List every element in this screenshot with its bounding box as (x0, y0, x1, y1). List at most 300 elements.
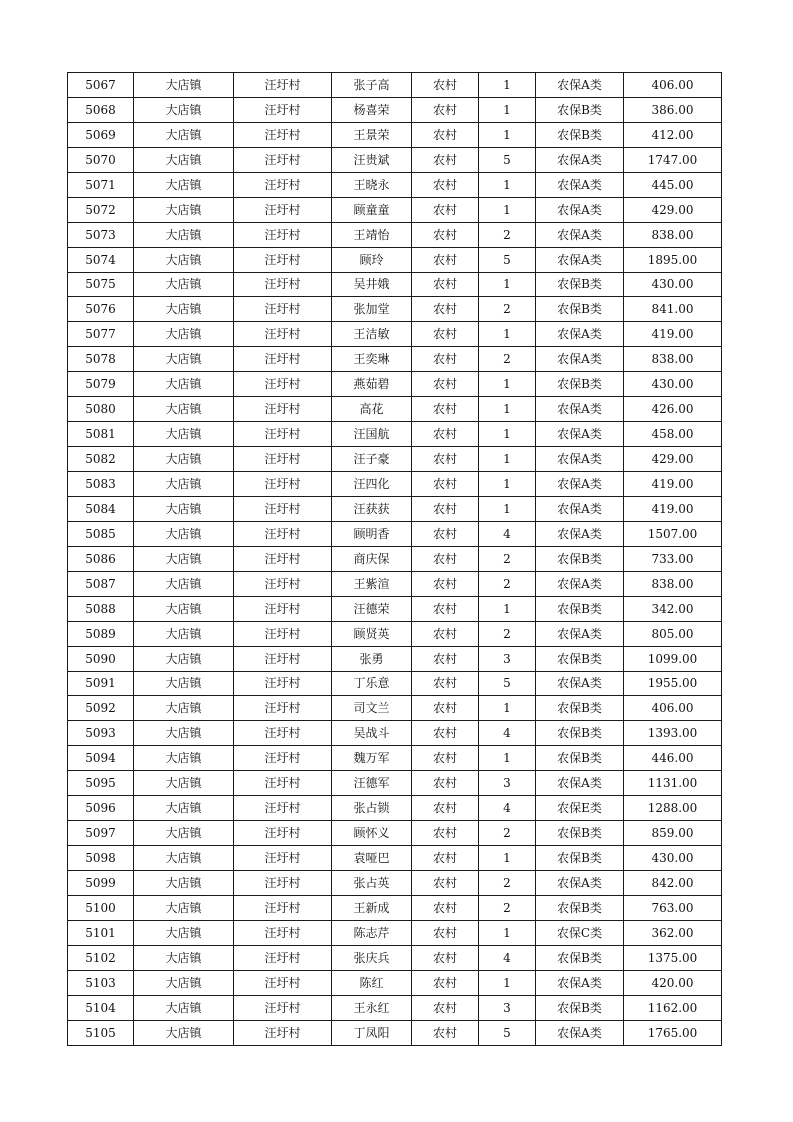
cell-id: 5087 (68, 571, 134, 596)
cell-name: 司文兰 (332, 696, 412, 721)
cell-category: 农保A类 (536, 222, 624, 247)
cell-town: 大店镇 (134, 696, 234, 721)
cell-id: 5076 (68, 297, 134, 322)
cell-town: 大店镇 (134, 621, 234, 646)
cell-type: 农村 (412, 521, 479, 546)
cell-village: 汪圩村 (234, 172, 332, 197)
cell-village: 汪圩村 (234, 945, 332, 970)
table-row (68, 372, 722, 397)
cell-name: 顾贤英 (332, 621, 412, 646)
cell-amount: 859.00 (624, 821, 722, 846)
cell-amount: 430.00 (624, 846, 722, 871)
cell-town: 大店镇 (134, 197, 234, 222)
cell-category: 农保A类 (536, 472, 624, 497)
table-row (68, 920, 722, 945)
cell-amount: 406.00 (624, 73, 722, 98)
cell-type: 农村 (412, 147, 479, 172)
cell-category: 农保B类 (536, 721, 624, 746)
cell-village: 汪圩村 (234, 846, 332, 871)
cell-name: 汪子豪 (332, 447, 412, 472)
cell-amount: 426.00 (624, 397, 722, 422)
cell-category: 农保B类 (536, 372, 624, 397)
cell-category: 农保A类 (536, 571, 624, 596)
cell-village: 汪圩村 (234, 73, 332, 98)
cell-type: 农村 (412, 895, 479, 920)
cell-name: 丁凤阳 (332, 1020, 412, 1045)
cell-type: 农村 (412, 920, 479, 945)
cell-type: 农村 (412, 721, 479, 746)
cell-village: 汪圩村 (234, 496, 332, 521)
cell-name: 商庆保 (332, 546, 412, 571)
cell-name: 高花 (332, 397, 412, 422)
cell-village: 汪圩村 (234, 397, 332, 422)
cell-category: 农保A类 (536, 422, 624, 447)
cell-name: 汪贵斌 (332, 147, 412, 172)
table-row (68, 397, 722, 422)
cell-category: 农保A类 (536, 197, 624, 222)
cell-type: 农村 (412, 571, 479, 596)
cell-town: 大店镇 (134, 272, 234, 297)
cell-id: 5082 (68, 447, 134, 472)
cell-id: 5102 (68, 945, 134, 970)
cell-name: 吴井娥 (332, 272, 412, 297)
cell-name: 陈红 (332, 970, 412, 995)
table-row (68, 945, 722, 970)
cell-count: 5 (479, 671, 536, 696)
table-row (68, 621, 722, 646)
cell-type: 农村 (412, 197, 479, 222)
cell-count: 1 (479, 372, 536, 397)
cell-village: 汪圩村 (234, 447, 332, 472)
cell-amount: 406.00 (624, 696, 722, 721)
cell-category: 农保A类 (536, 447, 624, 472)
cell-town: 大店镇 (134, 846, 234, 871)
cell-id: 5078 (68, 347, 134, 372)
cell-village: 汪圩村 (234, 821, 332, 846)
cell-village: 汪圩村 (234, 970, 332, 995)
cell-amount: 733.00 (624, 546, 722, 571)
cell-id: 5099 (68, 871, 134, 896)
cell-category: 农保B类 (536, 596, 624, 621)
cell-type: 农村 (412, 172, 479, 197)
table-row (68, 247, 722, 272)
cell-type: 农村 (412, 297, 479, 322)
table-row (68, 696, 722, 721)
table-row (68, 122, 722, 147)
cell-type: 农村 (412, 73, 479, 98)
cell-name: 王洁敏 (332, 322, 412, 347)
cell-amount: 838.00 (624, 222, 722, 247)
table-row (68, 73, 722, 98)
cell-count: 1 (479, 696, 536, 721)
cell-town: 大店镇 (134, 970, 234, 995)
cell-village: 汪圩村 (234, 272, 332, 297)
cell-count: 1 (479, 447, 536, 472)
table-row (68, 571, 722, 596)
cell-id: 5070 (68, 147, 134, 172)
table-row (68, 322, 722, 347)
cell-id: 5074 (68, 247, 134, 272)
cell-category: 农保C类 (536, 920, 624, 945)
table-row (68, 771, 722, 796)
table-row (68, 895, 722, 920)
cell-count: 1 (479, 970, 536, 995)
cell-amount: 412.00 (624, 122, 722, 147)
cell-town: 大店镇 (134, 147, 234, 172)
cell-amount: 1375.00 (624, 945, 722, 970)
cell-name: 汪德荣 (332, 596, 412, 621)
cell-town: 大店镇 (134, 721, 234, 746)
cell-type: 农村 (412, 646, 479, 671)
cell-category: 农保A类 (536, 347, 624, 372)
cell-town: 大店镇 (134, 1020, 234, 1045)
table-row (68, 97, 722, 122)
cell-town: 大店镇 (134, 995, 234, 1020)
cell-village: 汪圩村 (234, 696, 332, 721)
cell-town: 大店镇 (134, 222, 234, 247)
cell-amount: 1747.00 (624, 147, 722, 172)
cell-category: 农保B类 (536, 846, 624, 871)
cell-type: 农村 (412, 970, 479, 995)
cell-type: 农村 (412, 496, 479, 521)
cell-name: 顾玲 (332, 247, 412, 272)
table-row (68, 447, 722, 472)
cell-type: 农村 (412, 671, 479, 696)
cell-category: 农保A类 (536, 247, 624, 272)
cell-town: 大店镇 (134, 871, 234, 896)
cell-amount: 1131.00 (624, 771, 722, 796)
cell-name: 张占英 (332, 871, 412, 896)
cell-village: 汪圩村 (234, 871, 332, 896)
cell-amount: 430.00 (624, 272, 722, 297)
cell-category: 农保A类 (536, 521, 624, 546)
cell-count: 1 (479, 322, 536, 347)
cell-town: 大店镇 (134, 646, 234, 671)
cell-name: 张子高 (332, 73, 412, 98)
cell-town: 大店镇 (134, 671, 234, 696)
cell-village: 汪圩村 (234, 621, 332, 646)
cell-name: 杨喜荣 (332, 97, 412, 122)
cell-category: 农保A类 (536, 322, 624, 347)
cell-count: 1 (479, 496, 536, 521)
cell-id: 5080 (68, 397, 134, 422)
cell-id: 5096 (68, 796, 134, 821)
cell-amount: 419.00 (624, 322, 722, 347)
cell-name: 王晓永 (332, 172, 412, 197)
cell-town: 大店镇 (134, 247, 234, 272)
cell-town: 大店镇 (134, 472, 234, 497)
cell-type: 农村 (412, 372, 479, 397)
cell-name: 张勇 (332, 646, 412, 671)
cell-category: 农保B类 (536, 297, 624, 322)
cell-amount: 386.00 (624, 97, 722, 122)
cell-category: 农保B类 (536, 97, 624, 122)
cell-village: 汪圩村 (234, 995, 332, 1020)
cell-amount: 1507.00 (624, 521, 722, 546)
table-row (68, 197, 722, 222)
cell-village: 汪圩村 (234, 322, 332, 347)
cell-amount: 419.00 (624, 496, 722, 521)
cell-id: 5094 (68, 746, 134, 771)
cell-category: 农保B类 (536, 546, 624, 571)
cell-type: 农村 (412, 272, 479, 297)
cell-category: 农保A类 (536, 172, 624, 197)
cell-amount: 446.00 (624, 746, 722, 771)
cell-type: 农村 (412, 222, 479, 247)
cell-amount: 1955.00 (624, 671, 722, 696)
cell-name: 王景荣 (332, 122, 412, 147)
cell-village: 汪圩村 (234, 920, 332, 945)
cell-count: 2 (479, 571, 536, 596)
cell-type: 农村 (412, 821, 479, 846)
cell-count: 1 (479, 920, 536, 945)
cell-town: 大店镇 (134, 297, 234, 322)
cell-id: 5088 (68, 596, 134, 621)
cell-village: 汪圩村 (234, 571, 332, 596)
table-row (68, 846, 722, 871)
cell-category: 农保B类 (536, 821, 624, 846)
cell-id: 5085 (68, 521, 134, 546)
cell-name: 顾明香 (332, 521, 412, 546)
cell-village: 汪圩村 (234, 297, 332, 322)
cell-town: 大店镇 (134, 322, 234, 347)
cell-count: 2 (479, 546, 536, 571)
cell-name: 王紫渲 (332, 571, 412, 596)
cell-type: 农村 (412, 771, 479, 796)
cell-id: 5072 (68, 197, 134, 222)
cell-name: 陈志芹 (332, 920, 412, 945)
table-row (68, 272, 722, 297)
cell-amount: 1895.00 (624, 247, 722, 272)
cell-category: 农保B类 (536, 995, 624, 1020)
cell-village: 汪圩村 (234, 372, 332, 397)
cell-town: 大店镇 (134, 372, 234, 397)
cell-town: 大店镇 (134, 746, 234, 771)
cell-amount: 420.00 (624, 970, 722, 995)
cell-count: 2 (479, 821, 536, 846)
cell-type: 农村 (412, 596, 479, 621)
table-row (68, 496, 722, 521)
cell-count: 1 (479, 122, 536, 147)
cell-id: 5081 (68, 422, 134, 447)
cell-type: 农村 (412, 546, 479, 571)
table-row (68, 347, 722, 372)
cell-village: 汪圩村 (234, 197, 332, 222)
cell-id: 5086 (68, 546, 134, 571)
cell-id: 5067 (68, 73, 134, 98)
cell-village: 汪圩村 (234, 746, 332, 771)
cell-id: 5068 (68, 97, 134, 122)
table-row (68, 1020, 722, 1045)
cell-name: 顾童童 (332, 197, 412, 222)
cell-count: 3 (479, 646, 536, 671)
cell-category: 农保A类 (536, 970, 624, 995)
cell-count: 1 (479, 197, 536, 222)
cell-town: 大店镇 (134, 945, 234, 970)
cell-village: 汪圩村 (234, 796, 332, 821)
cell-id: 5089 (68, 621, 134, 646)
cell-name: 袁哑巴 (332, 846, 412, 871)
roster-body (68, 73, 722, 1046)
cell-village: 汪圩村 (234, 347, 332, 372)
cell-type: 农村 (412, 621, 479, 646)
cell-name: 顾怀义 (332, 821, 412, 846)
cell-name: 王靖怡 (332, 222, 412, 247)
cell-town: 大店镇 (134, 447, 234, 472)
cell-town: 大店镇 (134, 347, 234, 372)
cell-count: 4 (479, 796, 536, 821)
cell-category: 农保B类 (536, 746, 624, 771)
cell-id: 5095 (68, 771, 134, 796)
cell-category: 农保A类 (536, 771, 624, 796)
cell-name: 张加堂 (332, 297, 412, 322)
cell-amount: 1288.00 (624, 796, 722, 821)
cell-id: 5104 (68, 995, 134, 1020)
cell-count: 1 (479, 397, 536, 422)
cell-town: 大店镇 (134, 122, 234, 147)
cell-count: 5 (479, 147, 536, 172)
cell-amount: 838.00 (624, 571, 722, 596)
cell-name: 丁乐意 (332, 671, 412, 696)
cell-count: 3 (479, 995, 536, 1020)
cell-id: 5097 (68, 821, 134, 846)
table-row (68, 172, 722, 197)
cell-type: 农村 (412, 472, 479, 497)
table-row (68, 297, 722, 322)
cell-amount: 763.00 (624, 895, 722, 920)
cell-village: 汪圩村 (234, 521, 332, 546)
cell-village: 汪圩村 (234, 472, 332, 497)
cell-amount: 458.00 (624, 422, 722, 447)
table-row (68, 746, 722, 771)
cell-count: 1 (479, 472, 536, 497)
roster-table (67, 72, 722, 1046)
cell-id: 5077 (68, 322, 134, 347)
cell-type: 农村 (412, 846, 479, 871)
cell-amount: 1765.00 (624, 1020, 722, 1045)
cell-id: 5098 (68, 846, 134, 871)
table-row (68, 721, 722, 746)
cell-type: 农村 (412, 247, 479, 272)
cell-village: 汪圩村 (234, 247, 332, 272)
cell-category: 农保A类 (536, 147, 624, 172)
cell-id: 5084 (68, 496, 134, 521)
cell-village: 汪圩村 (234, 97, 332, 122)
cell-amount: 419.00 (624, 472, 722, 497)
cell-name: 汪国航 (332, 422, 412, 447)
cell-amount: 429.00 (624, 197, 722, 222)
cell-amount: 1393.00 (624, 721, 722, 746)
cell-type: 农村 (412, 122, 479, 147)
cell-name: 燕茹碧 (332, 372, 412, 397)
cell-amount: 1162.00 (624, 995, 722, 1020)
cell-name: 汪获获 (332, 496, 412, 521)
cell-id: 5092 (68, 696, 134, 721)
cell-count: 4 (479, 945, 536, 970)
cell-name: 张庆兵 (332, 945, 412, 970)
cell-type: 农村 (412, 871, 479, 896)
cell-count: 2 (479, 895, 536, 920)
cell-category: 农保A类 (536, 73, 624, 98)
table-row (68, 422, 722, 447)
cell-village: 汪圩村 (234, 222, 332, 247)
cell-count: 1 (479, 596, 536, 621)
cell-name: 王奕琳 (332, 347, 412, 372)
cell-amount: 842.00 (624, 871, 722, 896)
cell-village: 汪圩村 (234, 422, 332, 447)
cell-category: 农保B类 (536, 696, 624, 721)
cell-amount: 445.00 (624, 172, 722, 197)
cell-amount: 1099.00 (624, 646, 722, 671)
table-row (68, 671, 722, 696)
table-row (68, 970, 722, 995)
cell-type: 农村 (412, 696, 479, 721)
table-row (68, 646, 722, 671)
cell-category: 农保A类 (536, 621, 624, 646)
cell-amount: 362.00 (624, 920, 722, 945)
cell-count: 1 (479, 172, 536, 197)
cell-village: 汪圩村 (234, 546, 332, 571)
table-row (68, 472, 722, 497)
cell-town: 大店镇 (134, 496, 234, 521)
cell-name: 吴战斗 (332, 721, 412, 746)
cell-category: 农保A类 (536, 1020, 624, 1045)
cell-category: 农保A类 (536, 496, 624, 521)
cell-town: 大店镇 (134, 422, 234, 447)
cell-town: 大店镇 (134, 172, 234, 197)
table-row (68, 995, 722, 1020)
cell-town: 大店镇 (134, 73, 234, 98)
cell-count: 4 (479, 721, 536, 746)
table-row (68, 222, 722, 247)
cell-id: 5073 (68, 222, 134, 247)
cell-count: 1 (479, 846, 536, 871)
cell-name: 王永红 (332, 995, 412, 1020)
cell-village: 汪圩村 (234, 671, 332, 696)
cell-type: 农村 (412, 995, 479, 1020)
cell-count: 5 (479, 1020, 536, 1045)
cell-id: 5079 (68, 372, 134, 397)
cell-category: 农保B类 (536, 895, 624, 920)
table-row (68, 821, 722, 846)
cell-count: 2 (479, 297, 536, 322)
cell-amount: 838.00 (624, 347, 722, 372)
cell-amount: 342.00 (624, 596, 722, 621)
cell-type: 农村 (412, 1020, 479, 1045)
cell-id: 5083 (68, 472, 134, 497)
cell-count: 1 (479, 422, 536, 447)
table-row (68, 147, 722, 172)
cell-count: 3 (479, 771, 536, 796)
cell-id: 5075 (68, 272, 134, 297)
table-row (68, 521, 722, 546)
cell-count: 5 (479, 247, 536, 272)
cell-amount: 805.00 (624, 621, 722, 646)
cell-category: 农保A类 (536, 397, 624, 422)
cell-town: 大店镇 (134, 571, 234, 596)
cell-type: 农村 (412, 397, 479, 422)
cell-village: 汪圩村 (234, 147, 332, 172)
cell-village: 汪圩村 (234, 721, 332, 746)
cell-amount: 841.00 (624, 297, 722, 322)
cell-id: 5093 (68, 721, 134, 746)
cell-id: 5071 (68, 172, 134, 197)
cell-town: 大店镇 (134, 821, 234, 846)
cell-count: 1 (479, 272, 536, 297)
table-row (68, 796, 722, 821)
cell-type: 农村 (412, 796, 479, 821)
cell-count: 1 (479, 73, 536, 98)
